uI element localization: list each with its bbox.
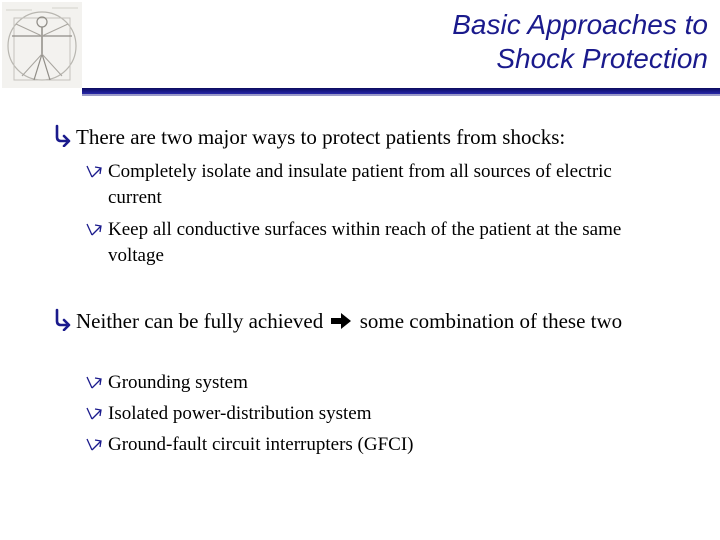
check-arrow-icon (85, 405, 103, 423)
bullet-item (52, 307, 672, 336)
check-arrow-icon (85, 163, 103, 181)
bullet-text: There are two major ways to protect patients from shocks: (76, 125, 566, 149)
check-arrow-icon (85, 374, 103, 392)
check-arrow-icon (85, 221, 103, 239)
sub-bullet-item (85, 401, 660, 427)
check-arrow-icon (85, 436, 103, 454)
sub-bullet-text: Keep all conductive surfaces within reach of the patient at the same voltage (108, 219, 622, 266)
bullet-item (52, 123, 672, 152)
curved-arrow-icon (52, 307, 72, 331)
bullet-text-before: Neither can be fully achieved (76, 309, 324, 333)
sub-bullet-text: Isolated power-distribution system (108, 403, 372, 424)
sub-bullet-item (85, 217, 660, 269)
sub-bullet-text: Completely isolate and insulate patient from all sources of electric current (108, 161, 612, 208)
sub-bullet-text: Grounding system (108, 372, 248, 393)
sub-bullet-text: Ground-fault circuit interrupters (GFCI) (108, 434, 414, 455)
bullet-text-after: some combination of these two (359, 309, 623, 333)
sub-bullet-item (85, 432, 660, 458)
title-line-1: Basic Approaches to (452, 9, 708, 40)
sub-bullet-item (85, 159, 660, 211)
sub-bullet-item (85, 370, 660, 396)
title-line-2: Shock Protection (496, 43, 708, 74)
curved-arrow-icon (52, 123, 72, 147)
bold-right-arrow-icon (330, 312, 352, 330)
bullet-text (76, 307, 672, 336)
